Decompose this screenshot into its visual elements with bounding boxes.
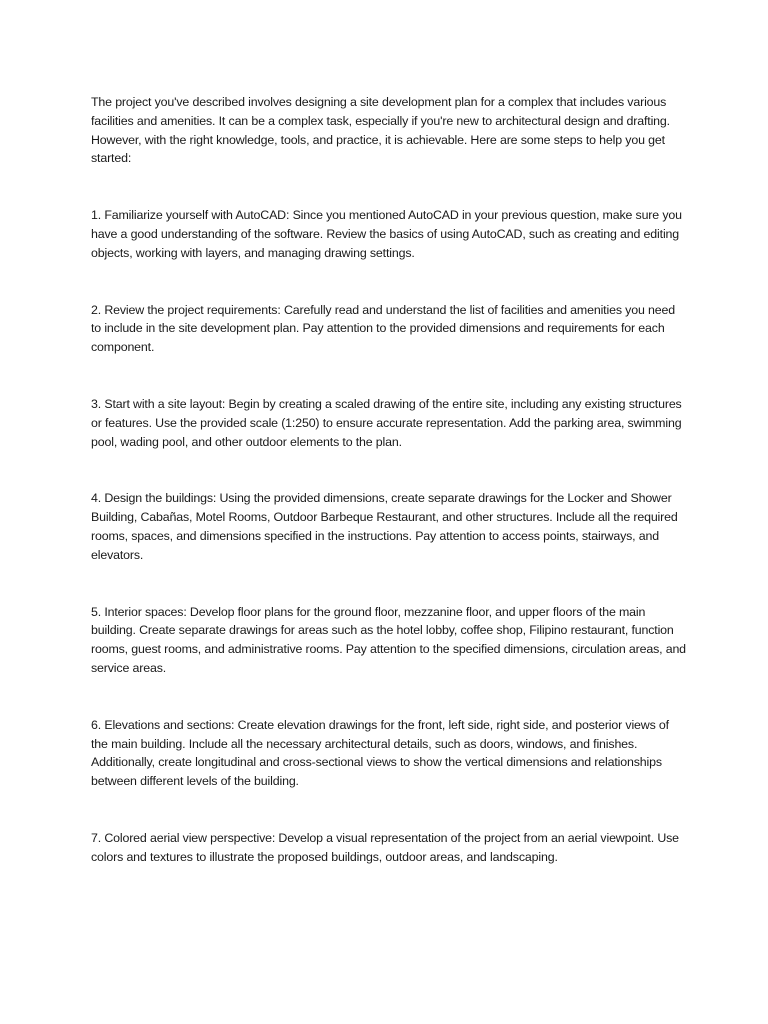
- intro-paragraph: The project you've described involves designing a site development plan for a complex that includes various facilities and amenities. It can be a complex task, especially if you're new to architectural design and drafting. However, with the right knowledge, tools, and practice, it is achievable. Here are some steps to help you get started:: [91, 95, 670, 166]
- step-2-paragraph: 2. Review the project requirements: Carefully read and understand the list of facilities and amenities you need to include in the site development plan. Pay attention to the provided dimensions and requirements for each component.: [91, 302, 675, 355]
- document-body: [91, 93, 686, 867]
- step-3-paragraph: 3. Start with a site layout: Begin by creating a scaled drawing of the entire site, including any existing structures or features. Use the provided scale (1:250) to ensure accurate representation. Add the parking area, swimming pool, wading pool, and other outdoor elements to the plan.: [91, 396, 682, 449]
- step-7-paragraph: 7. Colored aerial view perspective: Develop a visual representation of the project from an aerial viewpoint. Use colors and textures to illustrate the proposed buildings, outdoor areas, and landscaping.: [91, 830, 679, 864]
- step-4-paragraph: 4. Design the buildings: Using the provided dimensions, create separate drawings for the Locker and Shower Building, Cabañas, Motel Rooms, Outdoor Barbeque Restaurant, and other structures. Include all the required rooms, spaces, and dimensions specified in the instructions. Pay attention to access points, stairways, and elevators.: [91, 491, 678, 562]
- step-1-paragraph: 1. Familiarize yourself with AutoCAD: Since you mentioned AutoCAD in your previous question, make sure you have a good understanding of the software. Review the basics of using AutoCAD, such as creating and editing objects, working with layers, and managing drawing settings.: [91, 208, 682, 260]
- step-6-paragraph: 6. Elevations and sections: Create elevation drawings for the front, left side, right side, and posterior views of the main building. Include all the necessary architectural details, such as doors, windows, and finishes. Additionally, create longitudinal and cross-sectional views to show the vertical dimensions and relationships between different levels of the building.: [91, 717, 669, 789]
- step-5-paragraph: 5. Interior spaces: Develop floor plans for the ground floor, mezzanine floor, and upper floors of the main building. Create separate drawings for areas such as the hotel lobby, coffee shop, Filipino restaurant, function rooms, guest rooms, and administrative rooms. Pay attention to the specified dimensions, circulation areas, and service areas.: [91, 604, 686, 675]
